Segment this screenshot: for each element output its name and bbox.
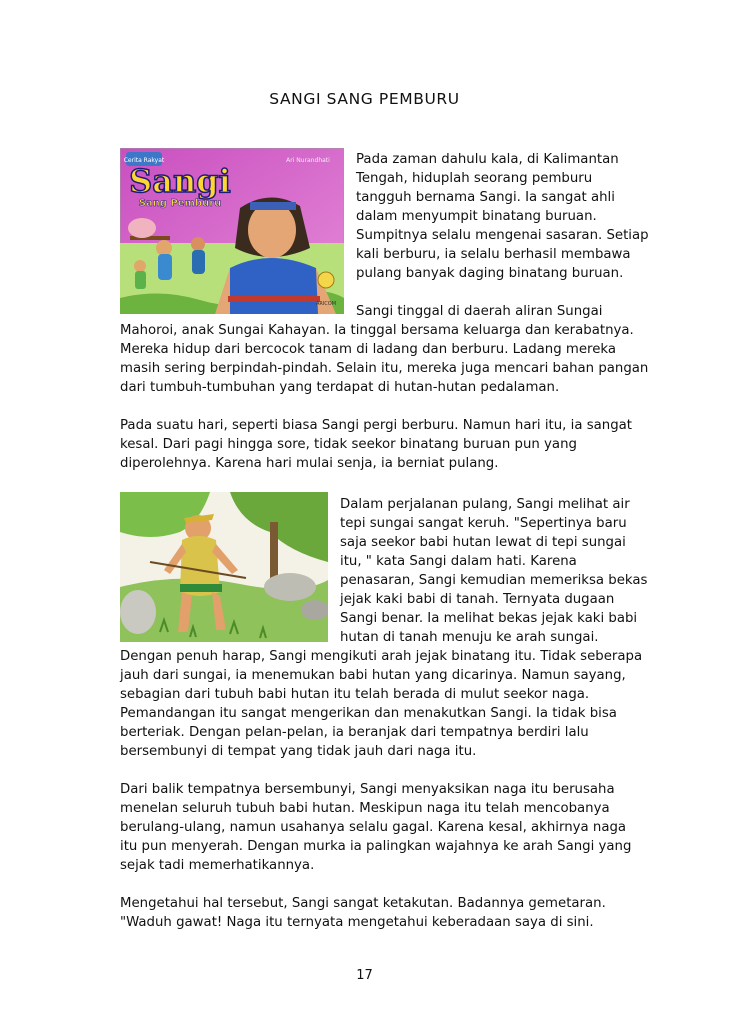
paragraph-3	[120, 416, 632, 473]
text-line: hutan di tanah menuju ke arah sungai.	[340, 630, 599, 645]
paragraph-5	[120, 780, 631, 875]
text-line: Sangi tinggal di daerah aliran Sungai	[356, 304, 603, 319]
hunter-illustration	[120, 492, 328, 642]
cover-title-sub: Sang Pemburu	[138, 198, 222, 209]
text-line: itu, " kata Sangi dalam hati. Karena	[340, 554, 577, 569]
text-line: Mahoroi, anak Sungai Kahayan. Ia tinggal bersama keluarga dan kerabatnya.	[120, 323, 634, 338]
story-title: SANGI SANG PEMBURU	[269, 90, 460, 108]
text-line: pulang banyak daging binatang buruan.	[356, 266, 624, 281]
text-line: menelan seluruh tubuh babi hutan. Meskipun naga itu telah mencobanya	[120, 801, 610, 816]
text-line: kesal. Dari pagi hingga sore, tidak seekor binatang buruan pun yang	[120, 437, 577, 452]
text-line: Mereka hidup dari bercocok tanam di ladang dan berburu. Ladang mereka	[120, 342, 616, 357]
book-cover-illustration	[120, 148, 344, 314]
text-line: Sangi benar. Ia melihat bekas jejak kaki babi	[340, 611, 638, 626]
text-line: tangguh bernama Sangi. Ia sangat ahli	[356, 190, 615, 205]
text-line: berulang-ulang, namun usahanya selalu gagal. Karena kesal, akhirnya naga	[120, 820, 627, 835]
text-line: "Waduh gawat! Naga itu ternyata mengetahui keberadaan saya di sini.	[120, 915, 594, 930]
paragraph-4-side	[340, 495, 647, 647]
svg-text:Cerita Rakyat: Cerita Rakyat	[123, 157, 165, 164]
cover-title-main: Sangi	[129, 162, 231, 200]
text-line: Pemandangan itu sangat mengerikan dan menakutkan Sangi. Ia tidak bisa	[120, 706, 617, 721]
text-line: Tengah, hiduplah seorang pemburu	[356, 171, 593, 186]
text-line: Mengetahui hal tersebut, Sangi sangat ketakutan. Badannya gemetaran.	[120, 896, 606, 911]
text-line: diperolehnya. Karena hari mulai senja, ia berniat pulang.	[120, 456, 499, 471]
text-line: masih sering berpindah-pindah. Selain itu, mereka juga mencari bahan pangan	[120, 361, 649, 376]
paragraph-2-first-line	[356, 302, 602, 321]
text-line: sejak tadi memerhatikannya.	[120, 858, 315, 873]
paragraph-4	[120, 647, 642, 761]
svg-text:ARICOM: ARICOM	[315, 301, 337, 307]
text-line: penasaran, Sangi kemudian memeriksa bekas	[340, 573, 648, 588]
cover-author: Ari Nurandhati	[286, 157, 330, 164]
text-line: dari tumbuh-tumbuhan yang terdapat di hutan-hutan pedalaman.	[120, 380, 560, 395]
text-line: Dengan penuh harap, Sangi mengikuti arah jejak binatang itu. Tidak seberapa	[120, 649, 643, 664]
paragraph-intro	[356, 150, 649, 283]
text-line: sebagian dari tubuh babi hutan itu telah berada di mulut seekor naga.	[120, 687, 590, 702]
text-line: Dari balik tempatnya bersembunyi, Sangi menyaksikan naga itu berusaha	[120, 782, 615, 797]
text-line: dalam menyumpit binatang buruan.	[356, 209, 597, 224]
text-line: saja seekor babi hutan lewat di tepi sungai	[340, 535, 626, 550]
text-line: jauh dari sungai, ia menemukan babi hutan yang dicarinya. Namun sayang,	[120, 668, 626, 683]
paragraph-2	[120, 321, 648, 397]
text-line: bersembunyi di tempat yang tidak jauh dari naga itu.	[120, 744, 477, 759]
text-line: Dalam perjalanan pulang, Sangi melihat air	[340, 497, 630, 512]
paragraph-6	[120, 894, 606, 932]
text-line: itu pun menyerah. Dengan murka ia palingkan wajahnya ke arah Sangi yang	[120, 839, 632, 854]
text-line: Pada suatu hari, seperti biasa Sangi pergi berburu. Namun hari itu, ia sangat	[120, 418, 633, 433]
page-number: 17	[356, 968, 373, 983]
text-line: Sumpitnya selalu mengenai sasaran. Setiap	[356, 228, 649, 243]
text-line: kali berburu, ia selalu berhasil membawa	[356, 247, 631, 262]
text-line: jejak kaki babi di tanah. Ternyata dugaan	[340, 592, 615, 607]
text-line: berteriak. Dengan pelan-pelan, ia beranjak dari tempatnya berdiri lalu	[120, 725, 589, 740]
text-line: Pada zaman dahulu kala, di Kalimantan	[356, 152, 619, 167]
text-line: tepi sungai sangat keruh. "Sepertinya baru	[340, 516, 627, 531]
